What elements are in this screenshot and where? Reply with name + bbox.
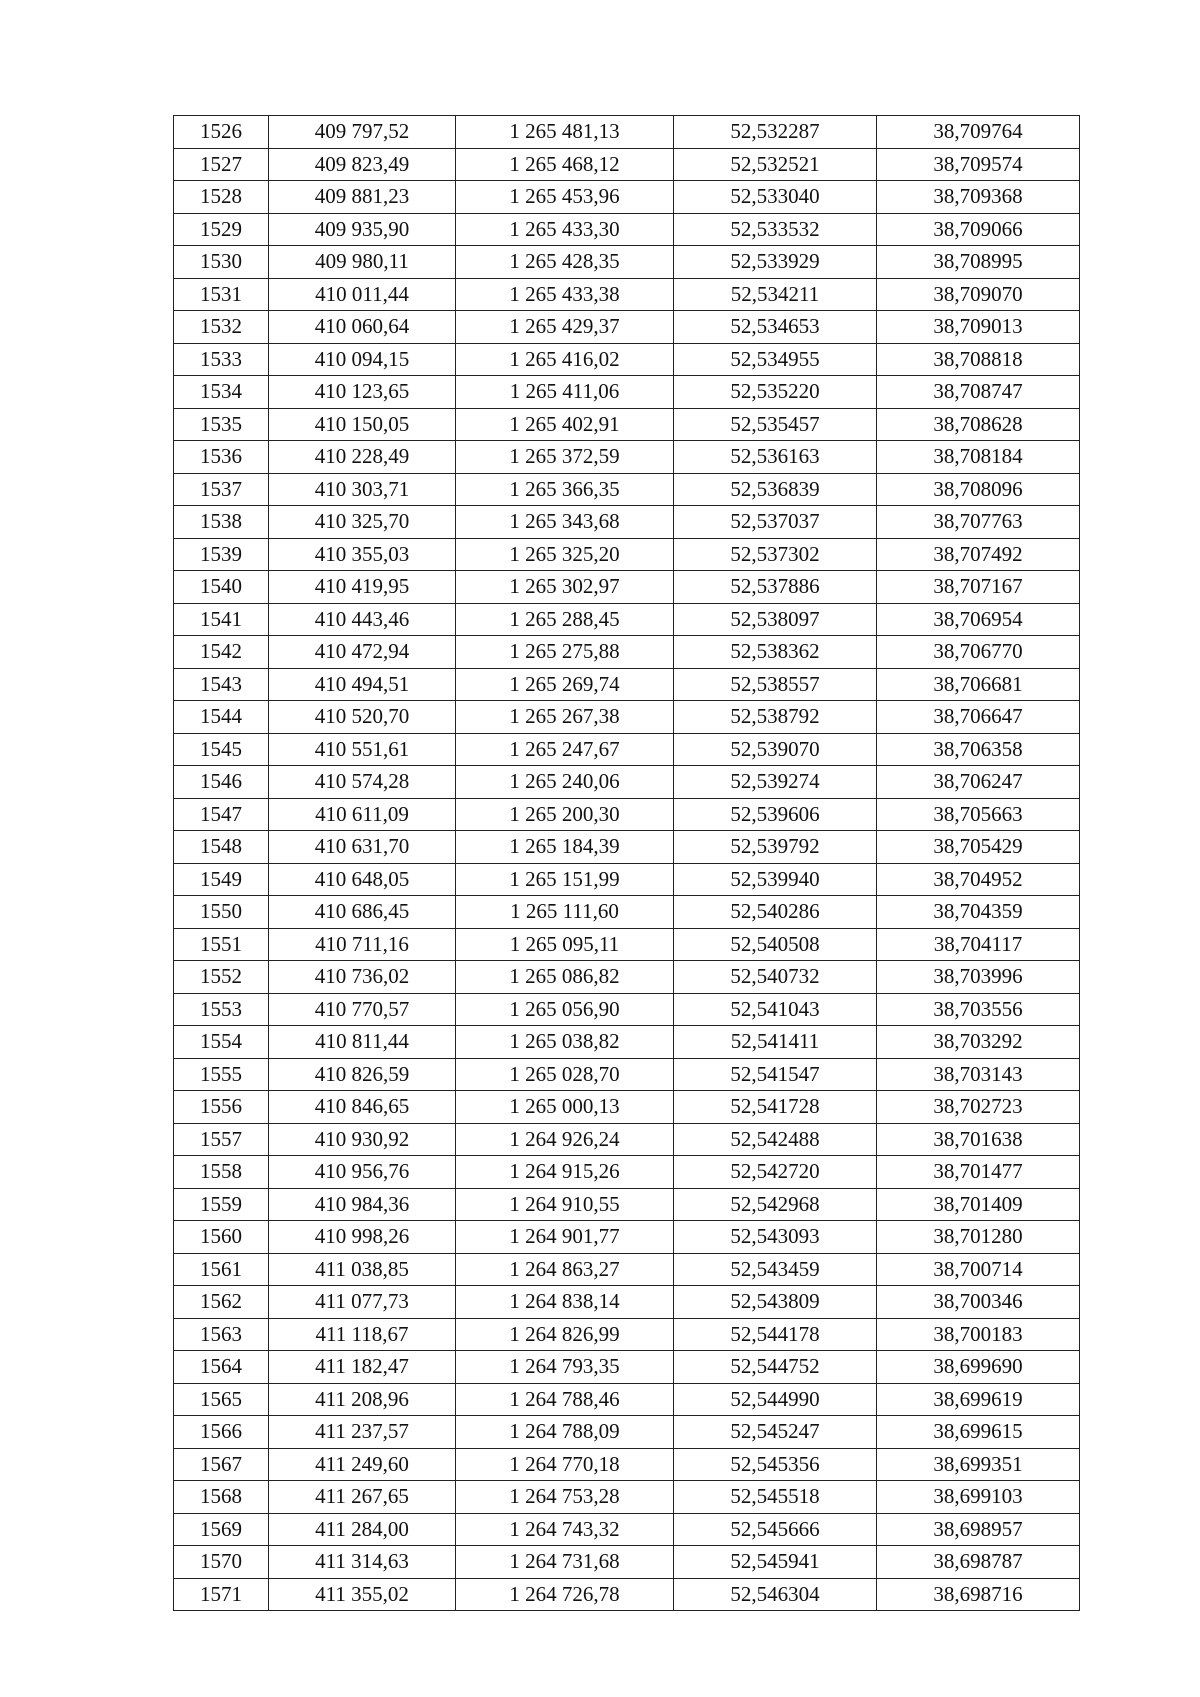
longitude-cell: 38,704952	[877, 863, 1080, 896]
y-coordinate-cell: 1 265 247,67	[456, 733, 674, 766]
table-row	[174, 278, 1080, 311]
latitude-cell: 52,542968	[674, 1188, 877, 1221]
table-row	[174, 441, 1080, 474]
y-coordinate-cell: 1 265 240,06	[456, 766, 674, 799]
longitude-cell: 38,698716	[877, 1578, 1080, 1611]
longitude-cell: 38,703556	[877, 993, 1080, 1026]
latitude-cell: 52,543093	[674, 1221, 877, 1254]
x-coordinate-cell: 411 118,67	[269, 1318, 456, 1351]
longitude-cell: 38,698787	[877, 1546, 1080, 1579]
x-coordinate-cell: 410 355,03	[269, 538, 456, 571]
y-coordinate-cell: 1 264 826,99	[456, 1318, 674, 1351]
longitude-cell: 38,699351	[877, 1448, 1080, 1481]
latitude-cell: 52,539792	[674, 831, 877, 864]
point-number-cell: 1557	[174, 1123, 269, 1156]
longitude-cell: 38,708747	[877, 376, 1080, 409]
longitude-cell: 38,707763	[877, 506, 1080, 539]
point-number-cell: 1540	[174, 571, 269, 604]
table-row	[174, 928, 1080, 961]
point-number-cell: 1562	[174, 1286, 269, 1319]
x-coordinate-cell: 409 980,11	[269, 246, 456, 279]
latitude-cell: 52,535220	[674, 376, 877, 409]
x-coordinate-cell: 410 060,64	[269, 311, 456, 344]
point-number-cell: 1571	[174, 1578, 269, 1611]
x-coordinate-cell: 411 355,02	[269, 1578, 456, 1611]
table-row	[174, 603, 1080, 636]
table-row	[174, 1221, 1080, 1254]
point-number-cell: 1559	[174, 1188, 269, 1221]
longitude-cell: 38,706358	[877, 733, 1080, 766]
x-coordinate-cell: 410 228,49	[269, 441, 456, 474]
y-coordinate-cell: 1 265 200,30	[456, 798, 674, 831]
y-coordinate-cell: 1 265 433,30	[456, 213, 674, 246]
table-row	[174, 343, 1080, 376]
x-coordinate-cell: 409 881,23	[269, 181, 456, 214]
longitude-cell: 38,708818	[877, 343, 1080, 376]
x-coordinate-cell: 410 094,15	[269, 343, 456, 376]
table-row	[174, 701, 1080, 734]
y-coordinate-cell: 1 265 267,38	[456, 701, 674, 734]
table-row	[174, 506, 1080, 539]
longitude-cell: 38,700714	[877, 1253, 1080, 1286]
table-row	[174, 376, 1080, 409]
point-number-cell: 1543	[174, 668, 269, 701]
point-number-cell: 1528	[174, 181, 269, 214]
y-coordinate-cell: 1 264 926,24	[456, 1123, 674, 1156]
x-coordinate-cell: 410 150,05	[269, 408, 456, 441]
point-number-cell: 1535	[174, 408, 269, 441]
longitude-cell: 38,706647	[877, 701, 1080, 734]
longitude-cell: 38,707492	[877, 538, 1080, 571]
point-number-cell: 1539	[174, 538, 269, 571]
y-coordinate-cell: 1 265 000,13	[456, 1091, 674, 1124]
point-number-cell: 1545	[174, 733, 269, 766]
longitude-cell: 38,709764	[877, 116, 1080, 149]
table-row	[174, 863, 1080, 896]
y-coordinate-cell: 1 265 433,38	[456, 278, 674, 311]
y-coordinate-cell: 1 264 793,35	[456, 1351, 674, 1384]
longitude-cell: 38,706770	[877, 636, 1080, 669]
table-row	[174, 181, 1080, 214]
y-coordinate-cell: 1 265 325,20	[456, 538, 674, 571]
latitude-cell: 52,540508	[674, 928, 877, 961]
y-coordinate-cell: 1 265 468,12	[456, 148, 674, 181]
latitude-cell: 52,539274	[674, 766, 877, 799]
longitude-cell: 38,701280	[877, 1221, 1080, 1254]
point-number-cell: 1566	[174, 1416, 269, 1449]
latitude-cell: 52,538362	[674, 636, 877, 669]
coordinates-table	[173, 115, 1080, 1611]
x-coordinate-cell: 410 631,70	[269, 831, 456, 864]
longitude-cell: 38,704117	[877, 928, 1080, 961]
table-row	[174, 1058, 1080, 1091]
point-number-cell: 1541	[174, 603, 269, 636]
table-row	[174, 993, 1080, 1026]
longitude-cell: 38,708628	[877, 408, 1080, 441]
y-coordinate-cell: 1 265 111,60	[456, 896, 674, 929]
point-number-cell: 1548	[174, 831, 269, 864]
table-row	[174, 1318, 1080, 1351]
y-coordinate-cell: 1 265 275,88	[456, 636, 674, 669]
x-coordinate-cell: 410 998,26	[269, 1221, 456, 1254]
table-row	[174, 473, 1080, 506]
point-number-cell: 1552	[174, 961, 269, 994]
longitude-cell: 38,701477	[877, 1156, 1080, 1189]
point-number-cell: 1551	[174, 928, 269, 961]
longitude-cell: 38,708184	[877, 441, 1080, 474]
y-coordinate-cell: 1 265 453,96	[456, 181, 674, 214]
table-row	[174, 798, 1080, 831]
table-row	[174, 636, 1080, 669]
table-row	[174, 896, 1080, 929]
y-coordinate-cell: 1 264 753,28	[456, 1481, 674, 1514]
longitude-cell: 38,698957	[877, 1513, 1080, 1546]
longitude-cell: 38,699615	[877, 1416, 1080, 1449]
x-coordinate-cell: 411 267,65	[269, 1481, 456, 1514]
latitude-cell: 52,541043	[674, 993, 877, 1026]
latitude-cell: 52,543459	[674, 1253, 877, 1286]
table-row	[174, 246, 1080, 279]
latitude-cell: 52,536839	[674, 473, 877, 506]
x-coordinate-cell: 410 123,65	[269, 376, 456, 409]
point-number-cell: 1549	[174, 863, 269, 896]
table-row	[174, 1351, 1080, 1384]
x-coordinate-cell: 410 826,59	[269, 1058, 456, 1091]
table-row	[174, 766, 1080, 799]
longitude-cell: 38,709013	[877, 311, 1080, 344]
x-coordinate-cell: 411 314,63	[269, 1546, 456, 1579]
point-number-cell: 1547	[174, 798, 269, 831]
latitude-cell: 52,541547	[674, 1058, 877, 1091]
table-row	[174, 1026, 1080, 1059]
point-number-cell: 1565	[174, 1383, 269, 1416]
latitude-cell: 52,534955	[674, 343, 877, 376]
table-row	[174, 1383, 1080, 1416]
y-coordinate-cell: 1 265 288,45	[456, 603, 674, 636]
point-number-cell: 1550	[174, 896, 269, 929]
latitude-cell: 52,544752	[674, 1351, 877, 1384]
point-number-cell: 1544	[174, 701, 269, 734]
y-coordinate-cell: 1 265 184,39	[456, 831, 674, 864]
x-coordinate-cell: 411 237,57	[269, 1416, 456, 1449]
longitude-cell: 38,699619	[877, 1383, 1080, 1416]
point-number-cell: 1560	[174, 1221, 269, 1254]
longitude-cell: 38,709070	[877, 278, 1080, 311]
x-coordinate-cell: 410 443,46	[269, 603, 456, 636]
point-number-cell: 1526	[174, 116, 269, 149]
point-number-cell: 1568	[174, 1481, 269, 1514]
table-row	[174, 668, 1080, 701]
x-coordinate-cell: 410 711,16	[269, 928, 456, 961]
table-row	[174, 538, 1080, 571]
y-coordinate-cell: 1 265 416,02	[456, 343, 674, 376]
point-number-cell: 1567	[174, 1448, 269, 1481]
latitude-cell: 52,538792	[674, 701, 877, 734]
latitude-cell: 52,537037	[674, 506, 877, 539]
y-coordinate-cell: 1 265 038,82	[456, 1026, 674, 1059]
table-row	[174, 1123, 1080, 1156]
point-number-cell: 1553	[174, 993, 269, 1026]
table-row	[174, 571, 1080, 604]
latitude-cell: 52,532287	[674, 116, 877, 149]
latitude-cell: 52,533929	[674, 246, 877, 279]
x-coordinate-cell: 409 935,90	[269, 213, 456, 246]
x-coordinate-cell: 411 208,96	[269, 1383, 456, 1416]
y-coordinate-cell: 1 264 770,18	[456, 1448, 674, 1481]
latitude-cell: 52,544178	[674, 1318, 877, 1351]
y-coordinate-cell: 1 264 788,46	[456, 1383, 674, 1416]
x-coordinate-cell: 410 648,05	[269, 863, 456, 896]
x-coordinate-cell: 410 011,44	[269, 278, 456, 311]
longitude-cell: 38,701638	[877, 1123, 1080, 1156]
point-number-cell: 1555	[174, 1058, 269, 1091]
y-coordinate-cell: 1 264 743,32	[456, 1513, 674, 1546]
longitude-cell: 38,703996	[877, 961, 1080, 994]
table-row	[174, 1578, 1080, 1611]
x-coordinate-cell: 410 325,70	[269, 506, 456, 539]
x-coordinate-cell: 410 303,71	[269, 473, 456, 506]
longitude-cell: 38,706247	[877, 766, 1080, 799]
x-coordinate-cell: 410 736,02	[269, 961, 456, 994]
x-coordinate-cell: 411 038,85	[269, 1253, 456, 1286]
table-row	[174, 831, 1080, 864]
table-row	[174, 1513, 1080, 1546]
latitude-cell: 52,532521	[674, 148, 877, 181]
x-coordinate-cell: 410 770,57	[269, 993, 456, 1026]
latitude-cell: 52,539070	[674, 733, 877, 766]
longitude-cell: 38,705429	[877, 831, 1080, 864]
longitude-cell: 38,708096	[877, 473, 1080, 506]
x-coordinate-cell: 410 930,92	[269, 1123, 456, 1156]
table-row	[174, 116, 1080, 149]
x-coordinate-cell: 410 520,70	[269, 701, 456, 734]
table-row	[174, 311, 1080, 344]
latitude-cell: 52,546304	[674, 1578, 877, 1611]
x-coordinate-cell: 410 574,28	[269, 766, 456, 799]
longitude-cell: 38,701409	[877, 1188, 1080, 1221]
y-coordinate-cell: 1 265 151,99	[456, 863, 674, 896]
table-row	[174, 1448, 1080, 1481]
point-number-cell: 1538	[174, 506, 269, 539]
x-coordinate-cell: 409 823,49	[269, 148, 456, 181]
y-coordinate-cell: 1 264 901,77	[456, 1221, 674, 1254]
point-number-cell: 1570	[174, 1546, 269, 1579]
y-coordinate-cell: 1 265 481,13	[456, 116, 674, 149]
x-coordinate-cell: 411 077,73	[269, 1286, 456, 1319]
point-number-cell: 1561	[174, 1253, 269, 1286]
y-coordinate-cell: 1 264 726,78	[456, 1578, 674, 1611]
y-coordinate-cell: 1 265 366,35	[456, 473, 674, 506]
latitude-cell: 52,539606	[674, 798, 877, 831]
x-coordinate-cell: 410 419,95	[269, 571, 456, 604]
table-row	[174, 1253, 1080, 1286]
point-number-cell: 1530	[174, 246, 269, 279]
y-coordinate-cell: 1 265 028,70	[456, 1058, 674, 1091]
latitude-cell: 52,545666	[674, 1513, 877, 1546]
table-row	[174, 1188, 1080, 1221]
point-number-cell: 1527	[174, 148, 269, 181]
latitude-cell: 52,541411	[674, 1026, 877, 1059]
longitude-cell: 38,706954	[877, 603, 1080, 636]
y-coordinate-cell: 1 265 343,68	[456, 506, 674, 539]
latitude-cell: 52,534211	[674, 278, 877, 311]
latitude-cell: 52,545518	[674, 1481, 877, 1514]
point-number-cell: 1569	[174, 1513, 269, 1546]
x-coordinate-cell: 410 984,36	[269, 1188, 456, 1221]
table-row	[174, 1416, 1080, 1449]
x-coordinate-cell: 410 611,09	[269, 798, 456, 831]
y-coordinate-cell: 1 265 095,11	[456, 928, 674, 961]
longitude-cell: 38,709066	[877, 213, 1080, 246]
longitude-cell: 38,700183	[877, 1318, 1080, 1351]
y-coordinate-cell: 1 265 372,59	[456, 441, 674, 474]
latitude-cell: 52,538557	[674, 668, 877, 701]
longitude-cell: 38,707167	[877, 571, 1080, 604]
x-coordinate-cell: 410 551,61	[269, 733, 456, 766]
table-row	[174, 213, 1080, 246]
point-number-cell: 1542	[174, 636, 269, 669]
point-number-cell: 1558	[174, 1156, 269, 1189]
longitude-cell: 38,706681	[877, 668, 1080, 701]
x-coordinate-cell: 410 686,45	[269, 896, 456, 929]
y-coordinate-cell: 1 265 302,97	[456, 571, 674, 604]
latitude-cell: 52,543809	[674, 1286, 877, 1319]
point-number-cell: 1554	[174, 1026, 269, 1059]
table-row	[174, 148, 1080, 181]
point-number-cell: 1563	[174, 1318, 269, 1351]
point-number-cell: 1546	[174, 766, 269, 799]
latitude-cell: 52,538097	[674, 603, 877, 636]
x-coordinate-cell: 410 846,65	[269, 1091, 456, 1124]
y-coordinate-cell: 1 265 086,82	[456, 961, 674, 994]
latitude-cell: 52,533040	[674, 181, 877, 214]
point-number-cell: 1564	[174, 1351, 269, 1384]
latitude-cell: 52,536163	[674, 441, 877, 474]
latitude-cell: 52,544990	[674, 1383, 877, 1416]
y-coordinate-cell: 1 265 056,90	[456, 993, 674, 1026]
latitude-cell: 52,535457	[674, 408, 877, 441]
longitude-cell: 38,709574	[877, 148, 1080, 181]
point-number-cell: 1534	[174, 376, 269, 409]
latitude-cell: 52,537886	[674, 571, 877, 604]
point-number-cell: 1533	[174, 343, 269, 376]
x-coordinate-cell: 410 811,44	[269, 1026, 456, 1059]
y-coordinate-cell: 1 265 269,74	[456, 668, 674, 701]
y-coordinate-cell: 1 264 910,55	[456, 1188, 674, 1221]
latitude-cell: 52,540286	[674, 896, 877, 929]
point-number-cell: 1529	[174, 213, 269, 246]
x-coordinate-cell: 411 249,60	[269, 1448, 456, 1481]
longitude-cell: 38,699103	[877, 1481, 1080, 1514]
table-row	[174, 1546, 1080, 1579]
y-coordinate-cell: 1 265 402,91	[456, 408, 674, 441]
y-coordinate-cell: 1 264 788,09	[456, 1416, 674, 1449]
table-row	[174, 733, 1080, 766]
x-coordinate-cell: 410 956,76	[269, 1156, 456, 1189]
longitude-cell: 38,705663	[877, 798, 1080, 831]
latitude-cell: 52,539940	[674, 863, 877, 896]
latitude-cell: 52,542488	[674, 1123, 877, 1156]
latitude-cell: 52,541728	[674, 1091, 877, 1124]
longitude-cell: 38,704359	[877, 896, 1080, 929]
latitude-cell: 52,533532	[674, 213, 877, 246]
longitude-cell: 38,700346	[877, 1286, 1080, 1319]
point-number-cell: 1536	[174, 441, 269, 474]
coordinates-table-body	[174, 116, 1080, 1611]
table-row	[174, 1156, 1080, 1189]
y-coordinate-cell: 1 264 863,27	[456, 1253, 674, 1286]
y-coordinate-cell: 1 265 428,35	[456, 246, 674, 279]
latitude-cell: 52,537302	[674, 538, 877, 571]
y-coordinate-cell: 1 265 411,06	[456, 376, 674, 409]
latitude-cell: 52,540732	[674, 961, 877, 994]
x-coordinate-cell: 410 472,94	[269, 636, 456, 669]
y-coordinate-cell: 1 264 731,68	[456, 1546, 674, 1579]
x-coordinate-cell: 411 284,00	[269, 1513, 456, 1546]
latitude-cell: 52,542720	[674, 1156, 877, 1189]
point-number-cell: 1532	[174, 311, 269, 344]
point-number-cell: 1537	[174, 473, 269, 506]
latitude-cell: 52,534653	[674, 311, 877, 344]
longitude-cell: 38,703292	[877, 1026, 1080, 1059]
table-row	[174, 1481, 1080, 1514]
longitude-cell: 38,699690	[877, 1351, 1080, 1384]
table-row	[174, 1286, 1080, 1319]
x-coordinate-cell: 409 797,52	[269, 116, 456, 149]
latitude-cell: 52,545941	[674, 1546, 877, 1579]
longitude-cell: 38,708995	[877, 246, 1080, 279]
longitude-cell: 38,703143	[877, 1058, 1080, 1091]
x-coordinate-cell: 411 182,47	[269, 1351, 456, 1384]
latitude-cell: 52,545247	[674, 1416, 877, 1449]
point-number-cell: 1531	[174, 278, 269, 311]
y-coordinate-cell: 1 265 429,37	[456, 311, 674, 344]
x-coordinate-cell: 410 494,51	[269, 668, 456, 701]
y-coordinate-cell: 1 264 838,14	[456, 1286, 674, 1319]
table-row	[174, 1091, 1080, 1124]
longitude-cell: 38,709368	[877, 181, 1080, 214]
y-coordinate-cell: 1 264 915,26	[456, 1156, 674, 1189]
longitude-cell: 38,702723	[877, 1091, 1080, 1124]
point-number-cell: 1556	[174, 1091, 269, 1124]
latitude-cell: 52,545356	[674, 1448, 877, 1481]
table-row	[174, 961, 1080, 994]
table-row	[174, 408, 1080, 441]
